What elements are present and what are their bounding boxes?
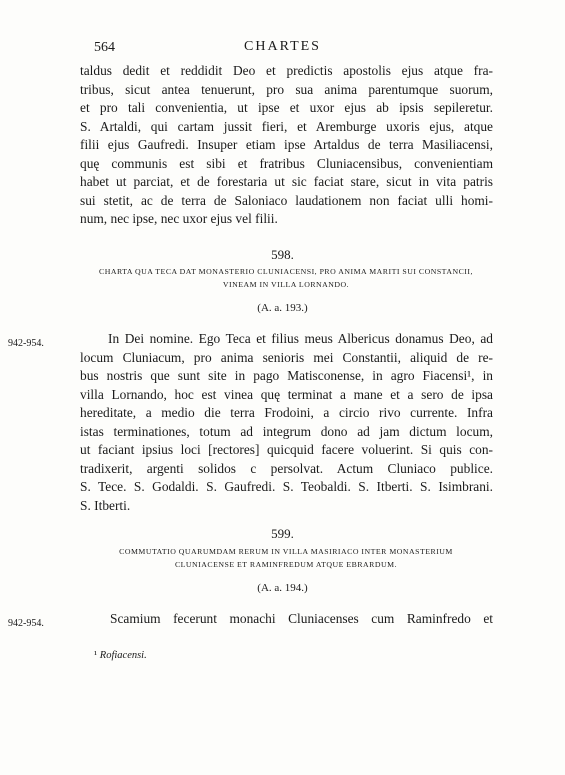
charter-598-caption	[70, 265, 502, 291]
charter-599-text	[110, 610, 493, 629]
charter-598-date: (A. a. 193.)	[257, 302, 308, 314]
footnote-text: Rofiacensi.	[99, 650, 147, 661]
charter-599-number: 599.	[271, 526, 294, 541]
charter-598-margin-date: 942-954.	[8, 338, 44, 349]
text-line: et pro tali convenientia, ut ipse et uxor ejus ab ipsis sepileretur.	[80, 100, 493, 115]
caption-line: CLUNIACENSE ET RAMINFREDUM ATQUE EBRARDUM.	[174, 560, 398, 569]
text-line: taldus dedit et reddidit Deo et predictis apostolis ejus atque fra-	[80, 63, 493, 78]
text-line: bus nostris que sunt site in pago Matisconense, in agro Fiacensi¹, in	[80, 368, 493, 383]
charter-598-body	[80, 349, 493, 516]
text-line: tribus, sicut antea tenuerunt, pro sua anima parentumque suorum,	[80, 81, 493, 97]
text-line: habet ut parciat, et de forestaria ut sic faciat stare, sicut in vita patris	[80, 174, 493, 189]
continuation-text	[80, 62, 493, 229]
charter-598-text	[94, 330, 493, 349]
text-line: locum Cluniacum, pro anima senioris mei Constantii, aliquid de re-	[80, 349, 493, 365]
page-number: 564	[94, 40, 115, 55]
footnote	[94, 650, 147, 661]
text-line: Scamium fecerunt monachi Cluniacenses cum Raminfredo et	[110, 611, 493, 626]
footnote-mark: ¹	[94, 650, 98, 661]
text-line: In Dei nomine. Ego Teca et filius meus Albericus donamus Deo, ad	[108, 331, 493, 346]
text-line: sui stetit, ac de terra de Saloniaco laudationem non faciat ulli homi-	[80, 192, 493, 208]
text-line: filii ejus Gaufredi. Insuper etiam ipse Artaldus de terra Masiliacensi,	[80, 137, 493, 152]
text-line: S. Artaldi, qui cartam jussit fieri, et Aremburge uxoris ejus, atque	[80, 118, 493, 134]
text-line: S. Itberti.	[80, 497, 131, 513]
charter-599-margin-date: 942-954.	[8, 618, 44, 629]
text-line: hereditate, a medio die terra Frodoini, a circio rivo currente. Infra	[80, 405, 493, 420]
text-line: villa Lornando, hoc est vinea quę terminat a mane et a sero de ipsa	[80, 386, 493, 402]
text-line: ut faciant ipsius loci [rectores] quicquid facere voluerint. Si quis con-	[80, 442, 493, 457]
charter-599-caption	[70, 545, 502, 571]
running-title: CHARTES	[244, 39, 321, 54]
caption-line: VINEAM IN VILLA LORNANDO.	[222, 280, 350, 289]
caption-line: COMMUTATIO QUARUMDAM RERUM IN VILLA MASIRIACO INTER MONASTERIUM	[119, 547, 453, 556]
text-line: quę communis est sibi et fratribus Cluniacensibus, convenientiam	[80, 155, 493, 171]
caption-line: CHARTA QUA TECA DAT MONASTERIO CLUNIACENSI, PRO ANIMA MARITI SUI CONSTANCII,	[99, 267, 473, 276]
charter-598-number: 598.	[271, 247, 294, 262]
text-line: num, nec ipse, nec uxor ejus vel filii.	[80, 211, 278, 226]
text-line: istas terminationes, totum ad integrum dono ad jam dictum locum,	[80, 423, 493, 439]
charter-599-date: (A. a. 194.)	[257, 582, 308, 594]
text-line: S. Tece. S. Godaldi. S. Gaufredi. S. Teobaldi. S. Itberti. S. Isimbrani.	[80, 479, 493, 494]
text-line: tradixerit, argenti solidos c persolvat. Actum Cluniaco publice.	[80, 460, 493, 476]
